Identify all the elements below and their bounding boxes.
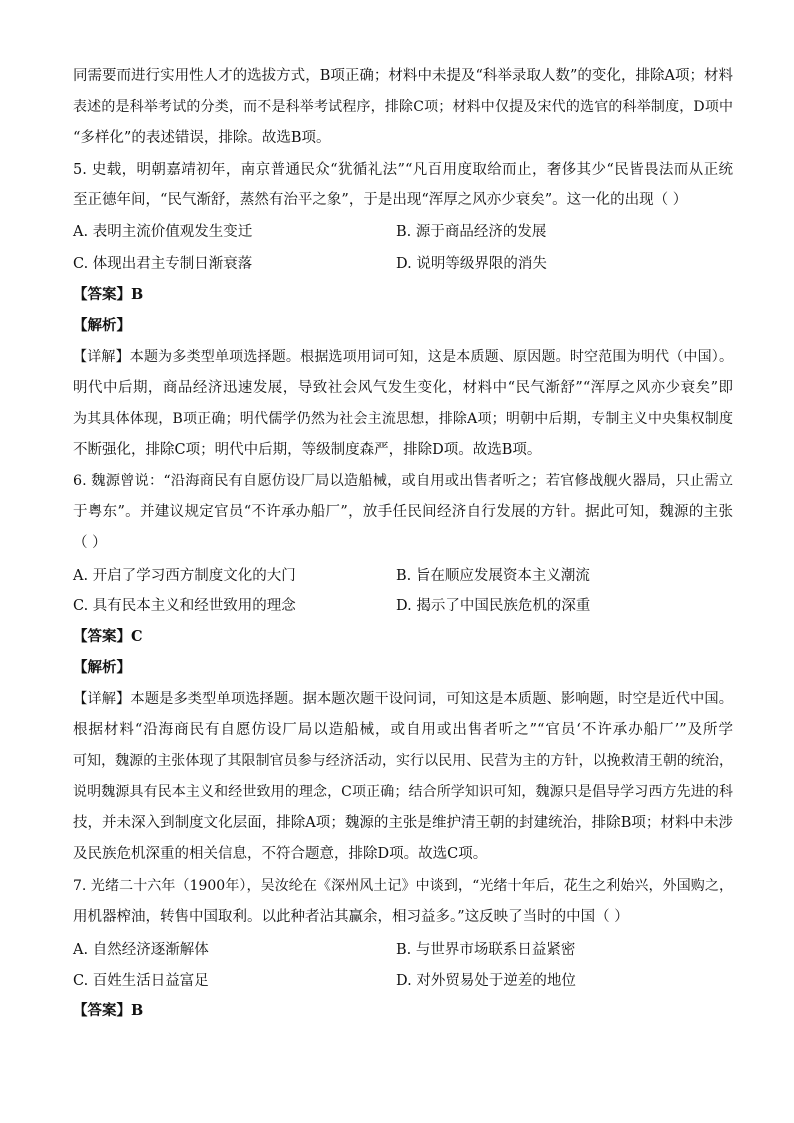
q5-option-b: B. 源于商品经济的发展	[396, 224, 547, 240]
q7-stem-line-1: 7. 光绪二十六年（1900年），吴汝纶在《深州风土记》中谈到，“光绪十年后，花生之利始兴，外国购之，	[73, 878, 733, 894]
q7-option-a: A. 自然经济逐渐解体	[73, 942, 209, 958]
q6-stem-line-3: （ ）	[73, 535, 107, 551]
q6-option-b: B. 旨在顺应发展资本主义潮流	[396, 568, 590, 584]
q6-stem-line-2: 于粤东”。并建议规定官员“不许承办船厂”，放手任民间经济自行发展的方针。据此可知，魏源的主张	[73, 504, 733, 520]
q6-answer: 【答案】C	[73, 628, 143, 645]
q7-stem-line-2: 用机器榨油，转售中国取利。以此种者沾其赢余，相习益多。”这反映了当时的中国（ ）	[73, 909, 629, 925]
q5-option-c: C. 体现出君主专制日渐衰落	[73, 256, 253, 272]
q6-option-c: C. 具有民本主义和经世致用的理念	[73, 598, 296, 614]
q6-detail-line-1: 【详解】本题是多类型单项选择题。据本题次题干设问词，可知这是本质题、影响题，时空是近代中国。	[73, 691, 733, 707]
q5-detail-line-3: 为其具体体现，B项正确；明代儒学仍然为社会主流思想，排除A项；明朝中后期，专制主义中央集权制度	[73, 411, 733, 427]
q7-option-c: C. 百姓生活日益富足	[73, 973, 209, 989]
q5-analysis-heading: 【解析】	[73, 317, 131, 334]
q5-answer: 【答案】B	[73, 286, 144, 303]
q7-option-b: B. 与世界市场联系日益紧密	[396, 942, 576, 958]
q5-stem-line-1: 5. 史载，明朝嘉靖初年，南京普通民众“犹循礼法”“凡百用度取给而止，奢侈其少“民皆畏法而从正统	[73, 162, 733, 178]
q6-analysis-heading: 【解析】	[73, 659, 131, 676]
q6-detail-line-5: 技，并未深入到制度文化层面，排除A项；魏源的主张是维护清王朝的封建统治，排除B项；材料中未涉	[73, 815, 733, 831]
q6-option-a: A. 开启了学习西方制度文化的大门	[73, 568, 296, 584]
intro-line-3: “多样化”的表述错误，排除。故选B项。	[73, 130, 331, 146]
q6-detail-line-4: 说明魏源具有民本主义和经世致用的理念，C项正确；结合所学知识可知，魏源只是倡导学习西方先进的科	[73, 784, 733, 800]
q7-answer: 【答案】B	[73, 1002, 144, 1019]
q5-stem-line-2: 至正德年间，“民气渐舒，蒸然有治平之象”，于是出现“浑厚之风亦少衰矣”。这一化的出现（ ）	[73, 192, 688, 208]
q5-detail-line-2: 明代中后期，商品经济迅速发展，导致社会风气发生变化，材料中“民气渐舒”“浑厚之风亦少衰矣”即	[73, 380, 733, 396]
q5-detail-line-1: 【详解】本题为多类型单项选择题。根据选项用词可知，这是本质题、原因题。时空范围为明代（中国）。	[73, 349, 733, 365]
q5-option-d: D. 说明等级界限的消失	[396, 256, 547, 272]
intro-line-1: 同需要而进行实用性人才的选拔方式，B项正确；材料中未提及“科举录取人数”的变化，排除A项；材料	[73, 68, 733, 84]
q6-option-d: D. 揭示了中国民族危机的深重	[396, 598, 591, 614]
q5-option-a: A. 表明主流价值观发生变迁	[73, 224, 253, 240]
intro-line-2: 表述的是科举考试的分类，而不是科举考试程序，排除C项；材料中仅提及宋代的选官的科举制度，D项中	[73, 99, 733, 115]
q6-detail-line-2: 根据材料“沿海商民有自愿仿设厂局以造船械，或自用或出售者听之”“官员‘不许承办船厂’”及所学	[73, 722, 733, 738]
q6-detail-line-6: 及民族危机深重的相关信息，不符合题意，排除D项。故选C项。	[73, 846, 488, 862]
q6-stem-line-1: 6. 魏源曾说：“沿海商民有自愿仿设厂局以造船械，或自用或出售者听之；若官修战舰火器局，只止需立	[73, 473, 733, 489]
q7-option-d: D. 对外贸易处于逆差的地位	[396, 973, 576, 989]
q5-detail-line-4: 不断强化，排除C项；明代中后期，等级制度森严，排除D项。故选B项。	[73, 442, 542, 458]
q6-detail-line-3: 可知，魏源的主张体现了其限制官员参与经济活动，实行以民用、民营为主的方针，以挽救清王朝的统治，	[73, 753, 733, 769]
